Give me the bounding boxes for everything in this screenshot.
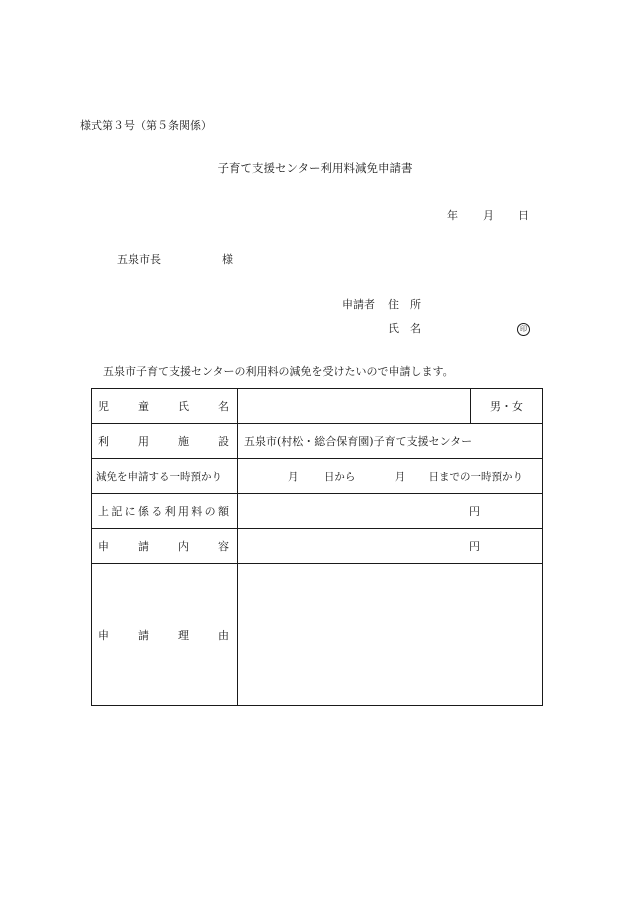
document-title: 子育て支援センター利用料減免申請書: [217, 161, 413, 175]
addressee-name: 五泉市長: [117, 253, 161, 266]
fee-field[interactable]: 円: [238, 494, 543, 529]
facility-value: 五泉市(村松・総合保育園)子育て支援センター: [238, 424, 543, 459]
child-name-label: 児 童 氏 名: [92, 389, 238, 424]
table-row-content: [92, 529, 543, 564]
table-row-period: [92, 459, 543, 494]
addressee-honorific: 様: [222, 253, 233, 266]
application-statement: 五泉市子育て支援センターの利用料の減免を受けたいので申請します。: [103, 365, 454, 378]
table-row-fee: [92, 494, 543, 529]
table-row-reason: [92, 564, 543, 706]
form-number: 様式第３号（第５条関係）: [80, 119, 212, 132]
application-form-table: [91, 388, 543, 706]
period-label: 減免を申請する一時預かり: [92, 459, 238, 494]
fee-label: 上 記 に 係 る 利 用 料 の 額: [92, 494, 238, 529]
date-day-label: 日: [518, 209, 529, 222]
content-field[interactable]: 円: [238, 529, 543, 564]
date-year-label: 年: [447, 209, 458, 222]
table-row-facility: [92, 424, 543, 459]
address-label-char: 住: [388, 298, 399, 311]
reason-field[interactable]: [238, 564, 543, 706]
gender-choice[interactable]: 男・女: [471, 389, 543, 424]
name-label-char: 氏: [388, 322, 399, 335]
name-label-char: 名: [410, 322, 421, 335]
table-row-child-name: [92, 389, 543, 424]
facility-label: 利 用 施 設: [92, 424, 238, 459]
applicant-label: 申請者: [342, 298, 375, 311]
reason-label: 申 請 理 由: [92, 564, 238, 706]
period-field[interactable]: 月 日から 月 日までの一時預かり: [238, 459, 543, 494]
child-name-field[interactable]: [238, 389, 471, 424]
address-label-char: 所: [410, 298, 421, 311]
seal-icon: 印: [517, 323, 530, 336]
content-label: 申 請 内 容: [92, 529, 238, 564]
date-month-label: 月: [483, 209, 494, 222]
